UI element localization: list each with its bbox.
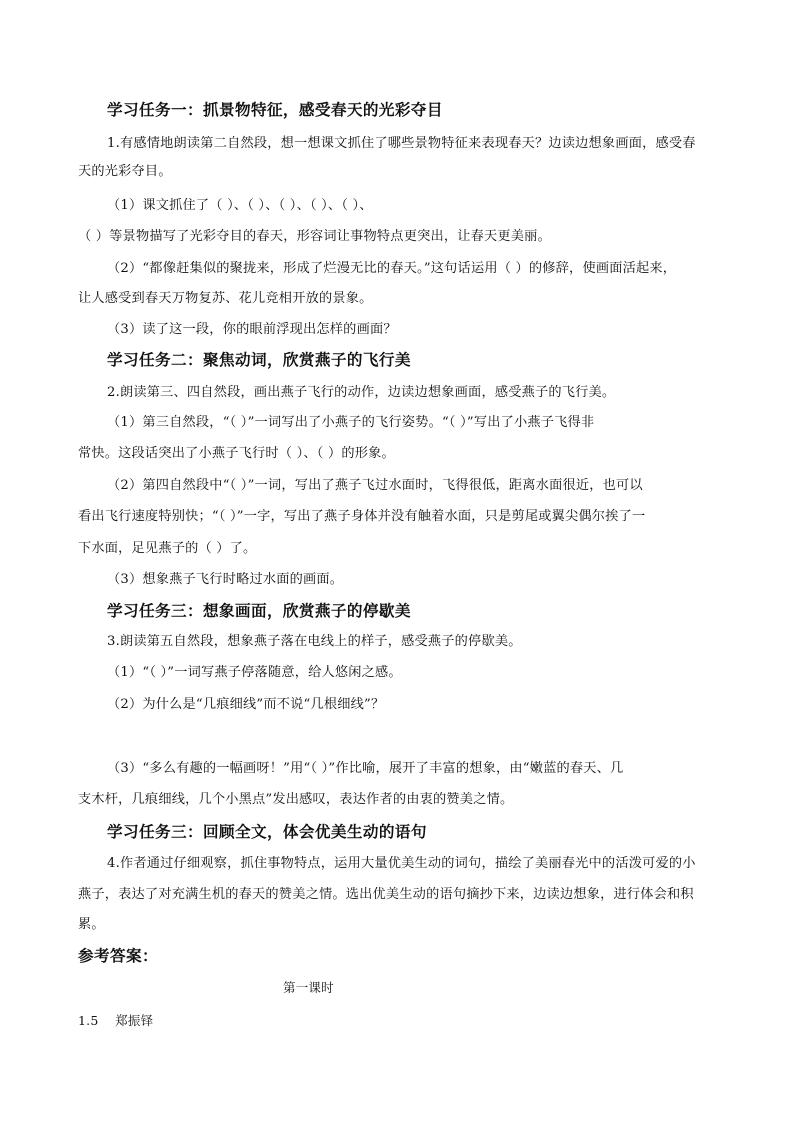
task2-sub1-line2: 常快。这段话突出了小燕子飞行时（ ）、（ ）的形象。 bbox=[78, 446, 395, 461]
task3-sub3-line2: 支木杆，几痕细线，几个小黑点”发出感叹，表达作者的由衷的赞美之情。 bbox=[78, 792, 514, 807]
task3-sub1: （1）“（ ）”一词写燕子停落随意，给人悠闲之感。 bbox=[107, 665, 402, 680]
task4-heading: 学习任务三：回顾全文，体会优美生动的语句 bbox=[107, 822, 427, 841]
task2-heading: 学习任务二：聚焦动词，欣赏燕子的飞行美 bbox=[107, 350, 411, 369]
answers-lesson-title: 第一课时 bbox=[283, 980, 334, 995]
task2-sub2-line3: 下水面，足见燕子的（ ）了。 bbox=[78, 541, 257, 556]
task4-question-line2: 燕子，表达了对充满生机的春天的赞美之情。选出优美生动的语句摘抄下来，边读边想象，进行体会和积 bbox=[78, 887, 694, 902]
task1-sub1-line1: （1）课文抓住了（ ）、（ ）、（ ）、（ ）、（ ）、 bbox=[107, 198, 373, 213]
task2-sub2-line1: （2）第四自然段中“（ ）”一词，写出了燕子飞过水面时，飞得很低，距离水面很近，也可以 bbox=[107, 478, 643, 493]
answers-heading: 参考答案： bbox=[78, 946, 158, 965]
task4-question-line3: 累。 bbox=[78, 917, 105, 932]
answers-item-1: 1.5 郑振铎 bbox=[78, 1013, 154, 1028]
task1-question-line1: 1.有感情地朗读第二自然段，想一想课文抓住了哪些景物特征来表现春天？边读边想象画面，感受春 bbox=[107, 136, 696, 151]
task1-sub2-line1: （2）“都像赶集似的聚拢来，形成了烂漫无比的春天。”这句话运用（ ）的修辞，使画面活起来， bbox=[107, 261, 677, 276]
task1-sub1-line2: （ ）等景物描写了光彩夺目的春天，形容词让事物特点更突出，让春天更美丽。 bbox=[78, 229, 551, 244]
task2-sub3: （3）想象燕子飞行时略过水面的画面。 bbox=[107, 572, 344, 587]
task4-question-line1: 4.作者通过仔细观察，抓住事物特点，运用大量优美生动的词句，描绘了美丽春光中的活泼可爱的小 bbox=[107, 856, 696, 871]
task3-sub2: （2）为什么是“几痕细线”而不说“几根细线”？ bbox=[107, 697, 385, 712]
task3-sub3-line1: （3）“多么有趣的一幅画呀！”用“（ ）”作比喻，展开了丰富的想象，由“嫩蓝的春天、几 bbox=[107, 761, 624, 776]
task3-question: 3.朗读第五自然段，想象燕子落在电线上的样子，感受燕子的停歇美。 bbox=[107, 634, 522, 649]
task2-sub1-line1: （1）第三自然段，“（ ）”一词写出了小燕子的飞行姿势。“（ ）”写出了小燕子飞得非 bbox=[107, 415, 595, 430]
task1-heading: 学习任务一：抓景物特征，感受春天的光彩夺目 bbox=[107, 100, 443, 119]
task1-sub2-line2: 让人感受到春天万物复苏、花儿竞相开放的景象。 bbox=[78, 291, 373, 306]
task3-heading: 学习任务三：想象画面，欣赏燕子的停歇美 bbox=[107, 601, 411, 620]
task2-question: 2.朗读第三、四自然段，画出燕子飞行的动作，边读边想象画面，感受燕子的飞行美。 bbox=[107, 385, 616, 400]
task1-sub3: （3）读了这一段，你的眼前浮现出怎样的画面？ bbox=[107, 322, 397, 337]
task2-sub2-line2: 看出飞行速度特别快；“（ ）”一字，写出了燕子身体并没有触着水面，只是剪尾或翼尖偶尔挨了一 bbox=[78, 509, 646, 524]
task1-question-line2: 天的光彩夺目。 bbox=[78, 164, 172, 179]
